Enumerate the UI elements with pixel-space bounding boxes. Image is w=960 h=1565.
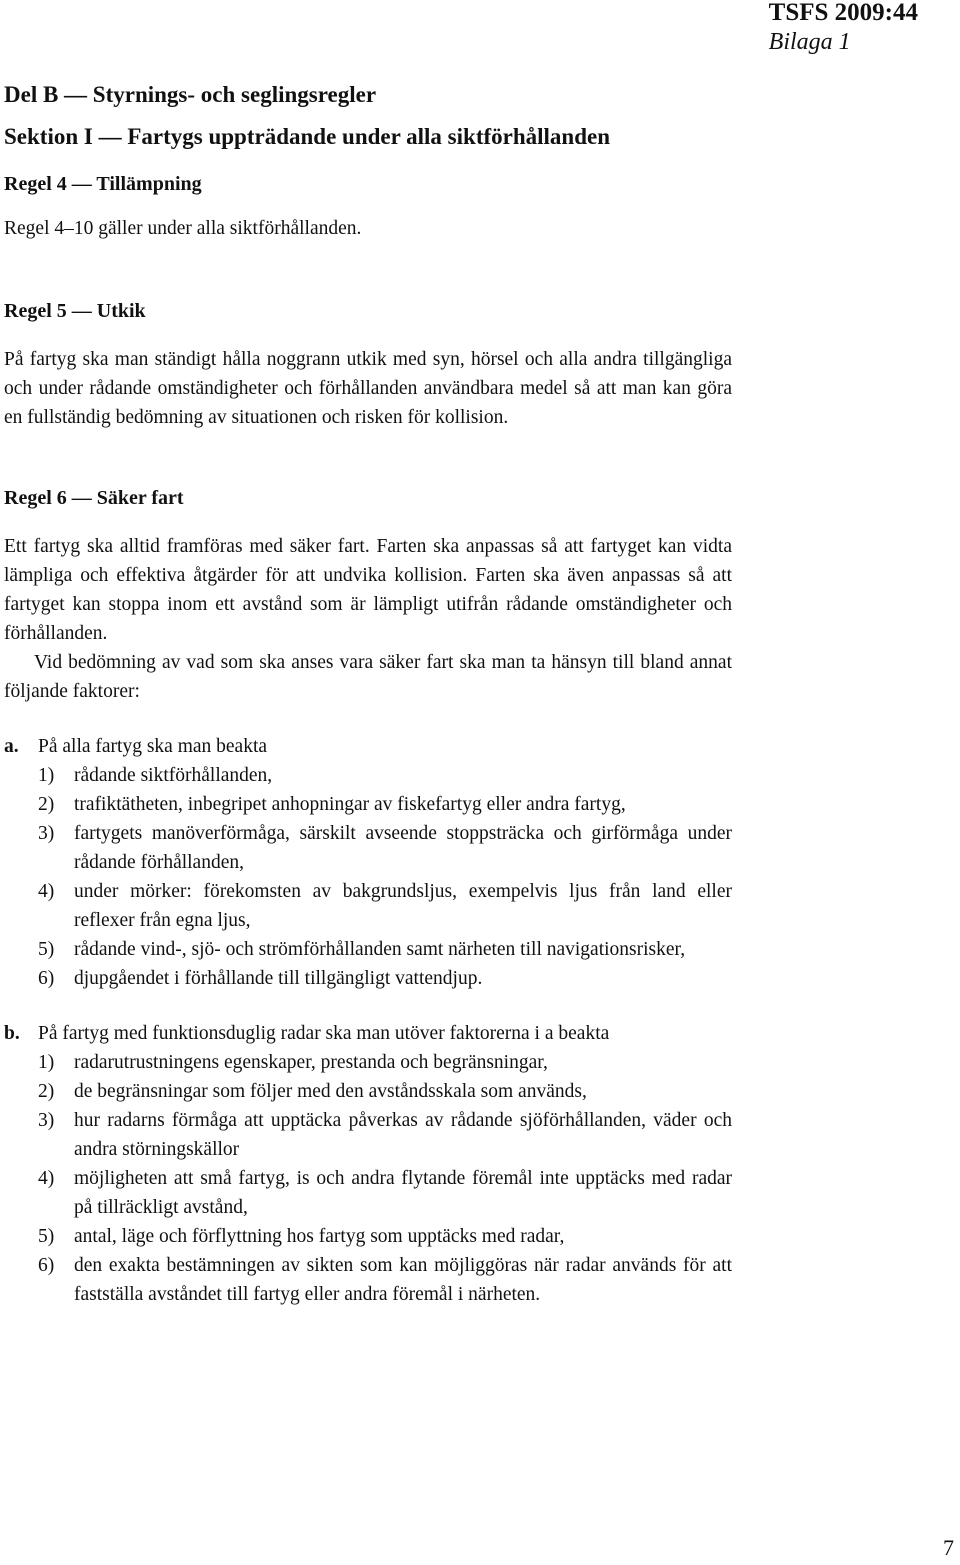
factor-item-text: under mörker: förekomsten av bakgrundsljus, exempelvis ljus från land eller reflexer från egna ljus, <box>74 881 732 931</box>
factor-item-number: 3) <box>38 823 55 844</box>
factor-group-a <box>4 732 732 993</box>
factor-item-text: hur radarns förmåga att upptäcka påverkas av rådande sjöförhållanden, väder och andra störningskällor <box>74 1110 732 1160</box>
factor-item <box>4 1048 732 1077</box>
factor-item-text: djupgåendet i förhållande till tillgängligt vattendjup. <box>74 968 483 989</box>
factor-group-b <box>4 1019 732 1309</box>
factor-item-number: 5) <box>38 1226 55 1247</box>
document-body <box>4 77 732 1309</box>
factor-group-b-marker: b. <box>4 1023 20 1044</box>
factor-item <box>4 964 732 993</box>
factor-item-text: rådande vind-, sjö- och strömförhållanden samt närheten till navigationsrisker, <box>74 939 686 960</box>
factor-item <box>4 790 732 819</box>
factor-group-a-header <box>4 732 732 761</box>
rule-5-text: På fartyg ska man ständigt hålla noggrann utkik med syn, hörsel och alla andra tillgängliga och under rådande omständigheter och förhållanden användbara medel så att man kan göra en fullständig bedömning av situationen och risken för kollision. <box>4 349 732 428</box>
factor-group-b-header <box>4 1019 732 1048</box>
rule-4-text: Regel 4–10 gäller under alla siktförhållanden. <box>4 218 362 239</box>
document-header <box>769 0 918 56</box>
rule-5-heading: Regel 5 — Utkik <box>4 300 146 322</box>
factor-item <box>4 1077 732 1106</box>
rule-6-paragraph-2: Vid bedömning av vad som ska anses vara säker fart ska man ta hänsyn till bland annat följande faktorer: <box>4 652 732 702</box>
factor-item-text: trafiktätheten, inbegripet anhopningar av fiskefartyg eller andra fartyg, <box>74 794 626 815</box>
factor-list-b <box>4 1048 732 1309</box>
factor-group-a-lead: På alla fartyg ska man beakta <box>38 736 268 757</box>
rule-6-paragraph-1: Ett fartyg ska alltid framföras med säker fart. Farten ska anpassas så att fartyget kan vidta lämpliga och effektiva åtgärder för att undvika kollision. Farten ska även anpassas så att fartyget kan stoppa inom ett avstånd som är lämpligt utifrån rådande omständigheter och förhållanden. <box>4 536 732 644</box>
factor-group-a-marker: a. <box>4 736 19 757</box>
factor-item-number: 4) <box>38 881 55 902</box>
factor-item <box>4 761 732 790</box>
factor-item-text: fartygets manöverförmåga, särskilt avseende stoppsträcka och girförmåga under rådande förhållanden, <box>74 823 732 873</box>
factor-item <box>4 1222 732 1251</box>
factor-item-number: 1) <box>38 1052 55 1073</box>
factor-item <box>4 935 732 964</box>
factor-item <box>4 819 732 877</box>
factor-item-number: 2) <box>38 794 55 815</box>
factor-item-number: 2) <box>38 1081 55 1102</box>
factor-item <box>4 1164 732 1222</box>
rule-4-heading: Regel 4 — Tillämpning <box>4 173 202 195</box>
factor-group-b-lead: På fartyg med funktionsduglig radar ska man utöver faktorerna i a beakta <box>38 1023 610 1044</box>
factor-item <box>4 1251 732 1309</box>
factor-item-number: 5) <box>38 939 55 960</box>
factor-item-number: 6) <box>38 968 55 989</box>
factor-item-number: 1) <box>38 765 55 786</box>
section-heading: Sektion I — Fartygs uppträdande under alla siktförhållanden <box>4 124 610 149</box>
factor-item-text: möjligheten att små fartyg, is och andra flytande föremål inte upptäcks med radar på tillräckligt avstånd, <box>74 1168 732 1218</box>
factor-item-text: den exakta bestämningen av sikten som kan möjliggöras när radar används för att fastställa avståndet till fartyg eller andra föremål i närheten. <box>74 1255 732 1305</box>
page-number: 7 <box>943 1535 954 1560</box>
factor-item <box>4 1106 732 1164</box>
factor-item-number: 6) <box>38 1255 55 1276</box>
factor-item-text: de begränsningar som följer med den avståndsskala som används, <box>74 1081 587 1102</box>
rule-6-heading: Regel 6 — Säker fart <box>4 487 184 509</box>
part-heading: Del B — Styrnings- och seglingsregler <box>4 82 377 107</box>
factor-item-text: radarutrustningens egenskaper, prestanda och begränsningar, <box>74 1052 548 1073</box>
annex-label: Bilaga 1 <box>768 29 851 55</box>
factor-item <box>4 877 732 935</box>
factor-item-number: 4) <box>38 1168 55 1189</box>
factor-item-text: antal, läge och förflyttning hos fartyg som upptäcks med radar, <box>74 1226 565 1247</box>
factor-item-text: rådande siktförhållanden, <box>74 765 273 786</box>
factor-list-a <box>4 761 732 993</box>
factor-item-number: 3) <box>38 1110 55 1131</box>
document-code: TSFS 2009:44 <box>768 0 918 26</box>
